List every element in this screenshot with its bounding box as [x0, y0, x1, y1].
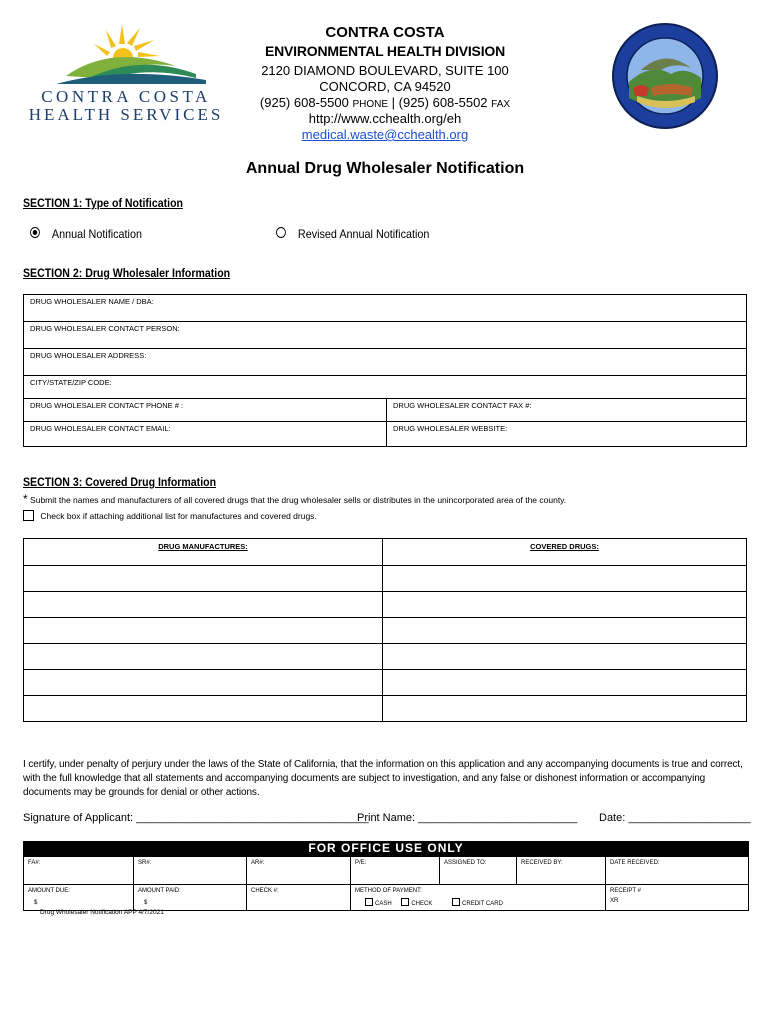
amount-paid-field[interactable]: [134, 885, 247, 911]
certification-text: I certify, under penalty of perjury under the laws of the State of California, that the information on this application and any accompanying documents is true and correct, with the full knowledge that all statements and accompanying documents are subject to investigation, and any false or dishonest information or accompanying documents may be grounds for denial or other actions.: [23, 759, 743, 798]
table-row: [24, 644, 747, 670]
cash-label: CASH: [375, 901, 392, 907]
phone-number: (925) 608-5500: [259, 95, 349, 110]
print-name-line[interactable]: __________________________: [418, 812, 578, 824]
table-row: [24, 566, 747, 592]
cchs-logo: [26, 22, 226, 122]
col-covered-drugs: COVERED DRUGS:: [383, 539, 747, 566]
contact-line: [230, 95, 540, 110]
drug-cell[interactable]: [383, 618, 747, 644]
drug-cell[interactable]: [383, 644, 747, 670]
drug-cell[interactable]: [383, 592, 747, 618]
manufacturer-cell[interactable]: [24, 618, 383, 644]
credit-card-label: CREDIT CARD: [462, 901, 503, 907]
form-footer: Drug Wholesaler Notification APP 4/7/2021: [40, 909, 164, 916]
manufacturer-cell[interactable]: [24, 696, 383, 722]
website-field[interactable]: DRUG WHOLESALER WEBSITE:: [387, 422, 747, 447]
receipt-value: XR: [610, 898, 619, 904]
print-name[interactable]: [357, 812, 577, 824]
section1-heading: SECTION 1: Type of Notification: [23, 196, 183, 210]
sr-field[interactable]: SR#:: [134, 857, 247, 885]
drug-cell[interactable]: [383, 670, 747, 696]
check-label: CHECK: [411, 901, 433, 907]
assigned-to-field[interactable]: ASSIGNED TO:: [440, 857, 517, 885]
office-use-bar: FOR OFFICE USE ONLY: [23, 841, 749, 856]
org-name: CONTRA COSTA: [325, 24, 445, 41]
revised-notification-option[interactable]: [276, 227, 429, 241]
annual-label: Annual Notification: [51, 227, 142, 241]
check-option[interactable]: [401, 901, 432, 907]
wholesaler-info-table: [23, 294, 747, 447]
amount-due-field[interactable]: [24, 885, 134, 911]
fax-label: FAX: [491, 99, 511, 110]
cash-checkbox-icon[interactable]: [365, 898, 373, 906]
table-row: [24, 618, 747, 644]
receipt-field[interactable]: [606, 885, 749, 911]
cash-option[interactable]: [365, 901, 392, 907]
logo-line1: CONTRA COSTA: [41, 87, 211, 106]
amount-paid-label: AMOUNT PAID:: [138, 888, 181, 894]
receipt-label: RECEIPT #: [610, 888, 641, 894]
section3-instruction: [23, 492, 763, 506]
section2-heading: SECTION 2: Drug Wholesaler Information: [23, 266, 231, 280]
separator: |: [391, 95, 396, 110]
drug-cell[interactable]: [383, 696, 747, 722]
received-by-field[interactable]: RECEIVED BY:: [517, 857, 606, 885]
wholesaler-name-field[interactable]: DRUG WHOLESALER NAME / DBA:: [24, 295, 747, 322]
manufacturer-cell[interactable]: [24, 670, 383, 696]
annual-radio-icon[interactable]: [30, 227, 40, 238]
manufacturer-cell[interactable]: [24, 592, 383, 618]
date-received-field[interactable]: DATE RECEIVED:: [606, 857, 749, 885]
email-link[interactable]: [230, 127, 540, 142]
contact-phone-field[interactable]: DRUG WHOLESALER CONTACT PHONE # :: [24, 399, 387, 422]
sun-hills-logo-icon: [26, 22, 226, 88]
address-line2: CONCORD, CA 94520: [319, 79, 451, 94]
address-field[interactable]: DRUG WHOLESALER ADDRESS:: [24, 349, 747, 376]
applicant-signature[interactable]: [23, 812, 369, 824]
checkbox-label: Check box if attaching additional list for manufactures and covered drugs.: [40, 511, 317, 521]
drug-cell[interactable]: [383, 566, 747, 592]
credit-card-checkbox-icon[interactable]: [452, 898, 460, 906]
col-manufacturers: DRUG MANUFACTURES:: [24, 539, 383, 566]
payment-method-field: [351, 885, 606, 911]
additional-list-checkbox[interactable]: [23, 510, 317, 521]
date-label: Date:: [599, 812, 626, 824]
check-number-field[interactable]: CHECK #:: [247, 885, 351, 911]
covered-drugs-table: [23, 538, 747, 722]
date-field[interactable]: [599, 812, 751, 824]
applicant-signature-label: Signature of Applicant:: [23, 812, 134, 824]
fa-field[interactable]: FA#:: [24, 857, 134, 885]
email-link-text[interactable]: medical.waste@cchealth.org: [301, 127, 469, 142]
contact-fax-field[interactable]: DRUG WHOLESALER CONTACT FAX #:: [387, 399, 747, 422]
print-name-label: Print Name:: [357, 812, 416, 824]
manufacturer-cell[interactable]: [24, 644, 383, 670]
table-row: [24, 592, 747, 618]
county-seal: [611, 22, 719, 130]
amount-due-label: AMOUNT DUE:: [28, 888, 70, 894]
address-line1: 2120 DIAMOND BOULEVARD, SUITE 100: [261, 63, 509, 78]
pe-field[interactable]: P/E:: [351, 857, 440, 885]
asterisk: *: [23, 492, 28, 506]
office-use-table: [23, 856, 749, 911]
form-title: Annual Drug Wholesaler Notification: [245, 160, 525, 177]
county-seal-icon: [611, 22, 719, 130]
manufacturer-cell[interactable]: [24, 566, 383, 592]
revised-label: Revised Annual Notification: [297, 227, 430, 241]
fax-number: (925) 608-5502: [398, 95, 488, 110]
payment-method-label: METHOD OF PAYMENT:: [355, 888, 422, 894]
phone-label: PHONE: [352, 99, 388, 110]
revised-radio-icon[interactable]: [276, 227, 286, 238]
checkbox-icon[interactable]: [23, 510, 34, 521]
city-state-zip-field[interactable]: CITY/STATE/ZIP CODE:: [24, 376, 747, 399]
contact-person-field[interactable]: DRUG WHOLESALER CONTACT PERSON:: [24, 322, 747, 349]
table-row: [24, 696, 747, 722]
amount-due-value: $: [34, 900, 38, 906]
contact-email-field[interactable]: DRUG WHOLESALER CONTACT EMAIL:: [24, 422, 387, 447]
website-link[interactable]: http://www.cchealth.org/eh: [308, 111, 462, 126]
logo-line2: HEALTH SERVICES: [28, 105, 224, 124]
table-row: [24, 670, 747, 696]
check-checkbox-icon[interactable]: [401, 898, 409, 906]
date-line[interactable]: ____________________: [628, 812, 751, 824]
credit-card-option[interactable]: [452, 901, 503, 907]
instruction-text: Submit the names and manufacturers of all covered drugs that the drug wholesaler sells or distributes in the unincorporated area of the county.: [30, 495, 567, 505]
annual-notification-option[interactable]: [30, 227, 142, 241]
division-name: ENVIRONMENTAL HEALTH DIVISION: [265, 43, 505, 59]
amount-paid-value: $: [144, 900, 148, 906]
ar-field[interactable]: AR#:: [247, 857, 351, 885]
applicant-signature-line[interactable]: ______________________________________: [136, 812, 369, 824]
section3-heading: SECTION 3: Covered Drug Information: [23, 475, 217, 489]
